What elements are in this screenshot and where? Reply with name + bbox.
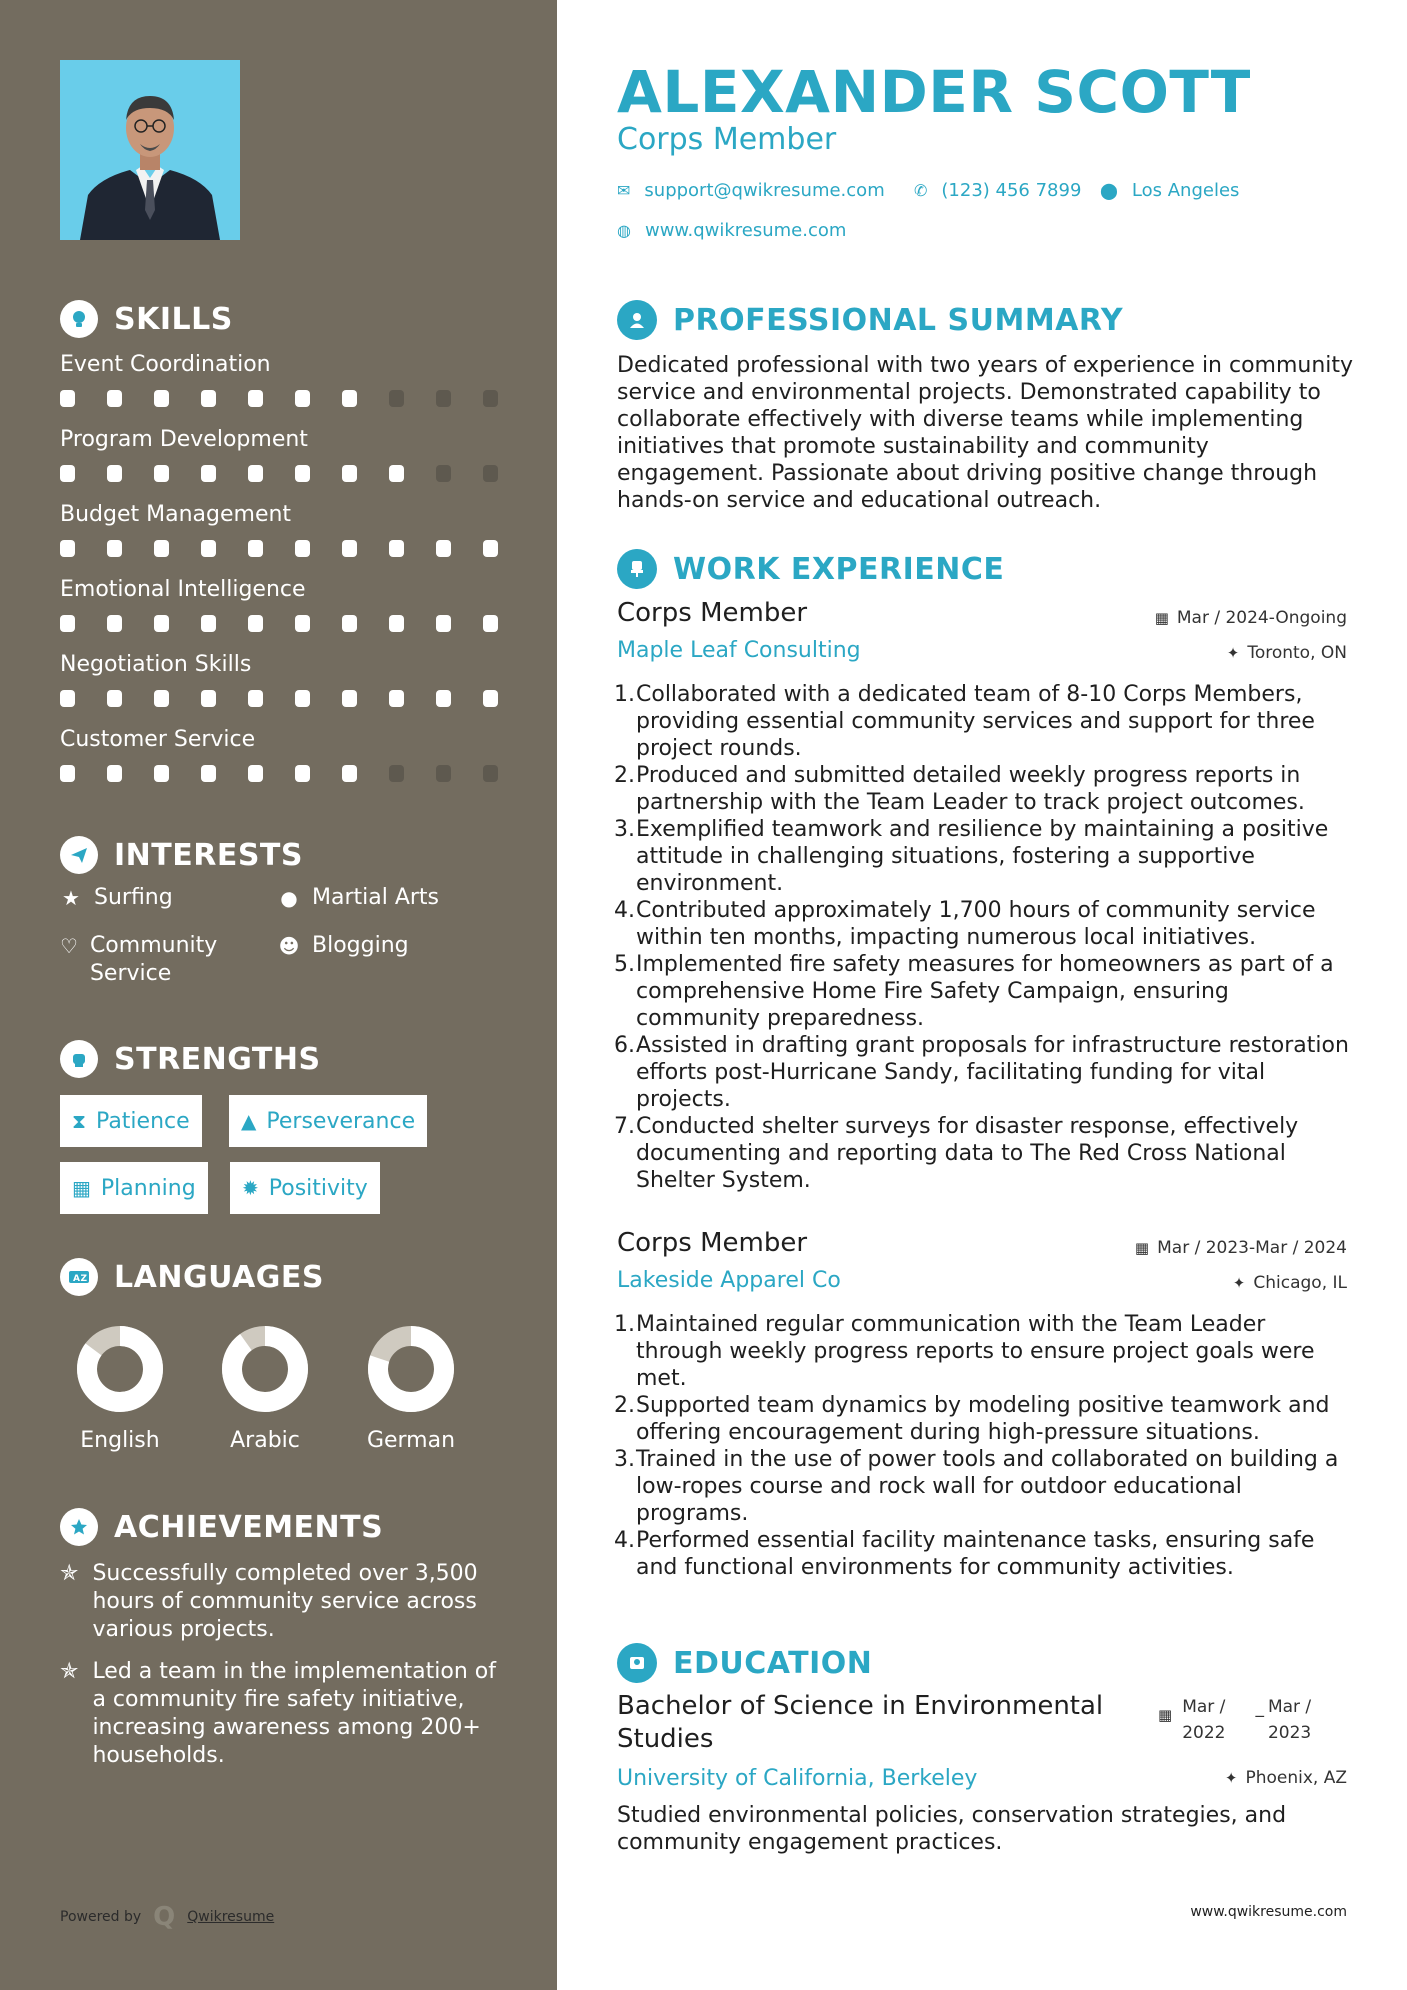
job-location-text: Chicago, IL: [1253, 1273, 1347, 1293]
bullet-text: Exemplified teamwork and resilience by maintaining a positive attitude in challenging situations, fostering a supportive environment.: [636, 817, 1329, 896]
skill-dot: [60, 465, 75, 482]
education-start-year: 2022: [1182, 1723, 1226, 1743]
globe-icon: ◍: [617, 221, 631, 240]
summary-heading: [617, 300, 1123, 340]
bullet-text: Trained in the use of power tools and collaborated on building a low-ropes course and rock wall for outdoor educational programs.: [636, 1447, 1339, 1526]
language-ring: [368, 1326, 454, 1412]
bullet-text: Supported team dynamics by modeling positive teamwork and offering encouragement during high-pressure situations.: [636, 1393, 1330, 1445]
job-dates: [1135, 1238, 1347, 1258]
job-bullet: [614, 1392, 1356, 1446]
skill-level-dots: [60, 390, 498, 407]
skills-heading: [60, 300, 233, 338]
skill-dot: [295, 540, 310, 557]
calendar-icon: ▦: [72, 1176, 91, 1200]
job-dates-text: Mar / 2023-Mar / 2024: [1157, 1238, 1347, 1258]
language-name: German: [366, 1428, 456, 1453]
job-location-text: Toronto, ON: [1247, 643, 1347, 663]
phone-text: (123) 456 7899: [941, 180, 1082, 201]
shooting-star-icon: ✯: [60, 1659, 79, 1684]
skill-dot: [154, 465, 169, 482]
skill-dot: [342, 465, 357, 482]
bullet-number: 3.: [614, 1447, 635, 1472]
bullet-text: Assisted in drafting grant proposals for infrastructure restoration efforts post-Hurricane Sandy, facilitating funding for vital projects.: [636, 1033, 1349, 1112]
svg-text:AZ: AZ: [73, 1274, 88, 1284]
skill-dot: [248, 765, 263, 782]
interest-label: Martial Arts: [312, 885, 440, 910]
lightbulb-icon: [60, 300, 98, 338]
skill-dot: [436, 465, 451, 482]
interest-item: [278, 884, 439, 912]
map-pin-icon: ⬤: [1100, 181, 1118, 200]
skill-dot: [295, 465, 310, 482]
skill-dot: [342, 615, 357, 632]
job-bullet: [614, 681, 1356, 762]
contact-email[interactable]: [617, 180, 885, 201]
powered-by: [60, 1902, 274, 1932]
strengths-title: STRENGTHS: [114, 1041, 321, 1077]
job-bullet: [614, 1527, 1356, 1581]
job-bullet: [614, 1032, 1356, 1113]
pushpin-icon: ✦: [1224, 1769, 1238, 1787]
job-bullet: [614, 816, 1356, 897]
skill-dot: [295, 390, 310, 407]
skill-dot: [248, 390, 263, 407]
skill-dot: [436, 765, 451, 782]
skill-dot: [248, 690, 263, 707]
contact-website[interactable]: [617, 220, 846, 241]
interest-label: Surfing: [94, 885, 173, 910]
job-bullet: [614, 951, 1356, 1032]
job-bullets: [614, 1311, 1356, 1581]
skill-dot: [483, 615, 498, 632]
skill-dot: [107, 465, 122, 482]
candidate-name: ALEXANDER SCOTT: [617, 58, 1251, 126]
bullet-number: 4.: [614, 1528, 635, 1553]
bullet-text: Conducted shelter surveys for disaster response, effectively documenting and reporting data to The Red Cross National Shelter System.: [636, 1114, 1299, 1193]
skill-name: Emotional Intelligence: [60, 577, 306, 602]
fist-icon: [60, 1040, 98, 1078]
education-degree: Bachelor of Science in Environmental Studies: [617, 1691, 1104, 1754]
skill-dot: [389, 615, 404, 632]
education-title: EDUCATION: [673, 1645, 873, 1681]
skill-dot: [201, 540, 216, 557]
skill-name: Negotiation Skills: [60, 652, 252, 677]
skill-dot: [201, 765, 216, 782]
qwikresume-logo-icon: Q: [153, 1902, 176, 1932]
job-location: [1233, 1273, 1347, 1293]
bullet-number: 4.: [614, 898, 635, 923]
bullet-text: Maintained regular communication with the Team Leader through weekly progress reports to ensure project goals were met.: [636, 1312, 1315, 1391]
contact-phone: [914, 180, 1081, 201]
skill-dot: [248, 465, 263, 482]
job-company: Maple Leaf Consulting: [617, 638, 861, 663]
group-icon: ☻: [278, 934, 300, 958]
language-name: Arabic: [230, 1428, 300, 1453]
skill-level-dots: [60, 540, 498, 557]
experience-heading: [617, 549, 1004, 589]
skill-level-dots: [60, 615, 498, 632]
achievement-item: [60, 1560, 500, 1644]
skill-level-dots: [60, 765, 498, 782]
job-bullet: [614, 1446, 1356, 1527]
languages-heading: [60, 1258, 324, 1296]
skill-dot: [389, 540, 404, 557]
skill-dot: [295, 765, 310, 782]
skill-dot: [436, 690, 451, 707]
calendar-icon: ▦: [1134, 1239, 1150, 1257]
skill-name: Customer Service: [60, 727, 256, 752]
summary-text: Dedicated professional with two years of experience in community service and environmental projects. Demonstrated capability to collaborate effectively with diverse teams while implementing initiatives that promote sustainability and community engagement. Passionate about driving positive change through hands-on service and educational outreach.: [617, 353, 1354, 513]
skill-dot: [107, 615, 122, 632]
climb-icon: ▲: [241, 1109, 257, 1133]
bullet-text: Produced and submitted detailed weekly progress reports in partnership with the Team Leader to track project outcomes.: [636, 763, 1305, 815]
skill-dot: [154, 615, 169, 632]
interest-item: [60, 932, 260, 988]
strength-label: Perseverance: [266, 1108, 416, 1134]
bullet-text: Implemented fire safety measures for homeowners as part of a comprehensive Home Fire Safety Campaign, ensuring community preparedness.: [636, 952, 1334, 1031]
achievement-item: [60, 1658, 500, 1770]
profile-photo-illustration: [60, 60, 240, 240]
chair-icon: [617, 549, 657, 589]
achievements-title: ACHIEVEMENTS: [114, 1509, 384, 1545]
skill-level-dots: [60, 690, 498, 707]
contact-location: [1100, 180, 1239, 201]
footer-website[interactable]: www.qwikresume.com: [1190, 1904, 1347, 1920]
calendar-icon: ▦: [1154, 609, 1169, 627]
skill-dot: [342, 540, 357, 557]
skill-dot: [107, 765, 122, 782]
translate-icon: [60, 1258, 98, 1296]
profile-photo: [60, 60, 240, 240]
education-start-month: Mar /: [1182, 1697, 1226, 1717]
bullet-number: 3.: [614, 817, 635, 842]
skill-dot: [248, 540, 263, 557]
website-text[interactable]: www.qwikresume.com: [644, 220, 847, 241]
skill-dot: [60, 540, 75, 557]
skill-dot: [436, 540, 451, 557]
job-bullet: [614, 1113, 1356, 1194]
location-text: Los Angeles: [1131, 180, 1240, 201]
bullet-number: 1.: [614, 682, 635, 707]
skill-dot: [389, 690, 404, 707]
skill-dot: [436, 615, 451, 632]
skill-dot: [60, 690, 75, 707]
job-dates: [1155, 608, 1347, 628]
skill-dot: [201, 615, 216, 632]
skill-dot: [483, 690, 498, 707]
email-text[interactable]: support@qwikresume.com: [644, 180, 885, 201]
job-title: Corps Member: [617, 1228, 808, 1258]
skill-dot: [483, 465, 498, 482]
strength-badge: [229, 1095, 427, 1147]
paper-plane-icon: [60, 836, 98, 874]
skill-dot: [295, 615, 310, 632]
skill-dot: [154, 690, 169, 707]
candidate-role: Corps Member: [617, 122, 837, 157]
education-end: [1268, 1694, 1311, 1746]
education-start: [1182, 1694, 1225, 1746]
language-ring: [222, 1326, 308, 1412]
language-ring: [77, 1326, 163, 1412]
education-dates: [1158, 1694, 1311, 1746]
calendar-icon: ▦: [1158, 1706, 1173, 1724]
education-location-text: Phoenix, AZ: [1245, 1768, 1347, 1788]
heart-icon: ♡: [60, 934, 78, 958]
experience-title: WORK EXPERIENCE: [673, 551, 1005, 587]
achievement-text: Led a team in the implementation of a community fire safety initiative, increasing awareness among 200+ households.: [92, 1659, 496, 1768]
bullet-text: Performed essential facility maintenance tasks, ensuring safe and functional environments for community activities.: [636, 1528, 1315, 1580]
strength-badge: [230, 1162, 380, 1214]
skill-name: Event Coordination: [60, 352, 271, 377]
bullet-number: 7.: [614, 1114, 635, 1139]
skill-dot: [248, 615, 263, 632]
education-school: University of California, Berkeley: [617, 1766, 978, 1791]
skill-dot: [201, 465, 216, 482]
job-bullets: [614, 681, 1356, 1194]
strengths-heading: [60, 1040, 321, 1078]
interest-item: [278, 932, 409, 960]
skill-dot: [342, 390, 357, 407]
skill-dot: [60, 765, 75, 782]
skill-dot: [295, 690, 310, 707]
job-company: Lakeside Apparel Co: [617, 1268, 841, 1293]
skills-title: SKILLS: [114, 301, 233, 337]
achievements-heading: [60, 1508, 383, 1546]
powered-by-label: Powered by: [60, 1909, 142, 1925]
sun-icon: ✹: [242, 1176, 259, 1200]
skill-dot: [483, 540, 498, 557]
skill-level-dots: [60, 465, 498, 482]
job-location: [1227, 643, 1347, 663]
education-heading: [617, 1643, 872, 1683]
skill-dot: [342, 690, 357, 707]
job-bullet: [614, 897, 1356, 951]
skill-dot: [389, 390, 404, 407]
education-description: Studied environmental policies, conservation strategies, and community engagement practices.: [617, 1803, 1287, 1855]
user-icon: [617, 300, 657, 340]
skill-dot: [201, 690, 216, 707]
skill-dot: [483, 390, 498, 407]
bullet-number: 1.: [614, 1312, 635, 1337]
envelope-icon: ✉: [617, 181, 631, 200]
skill-dot: [60, 615, 75, 632]
interest-item: [60, 884, 173, 912]
skill-dot: [342, 765, 357, 782]
skill-dot: [436, 390, 451, 407]
bullet-text: Collaborated with a dedicated team of 8-10 Corps Members, providing essential community services and support for three project rounds.: [636, 682, 1315, 761]
trophy-star-icon: [60, 1508, 98, 1546]
skill-dot: [389, 765, 404, 782]
skill-dot: [201, 390, 216, 407]
hourglass-icon: ⧗: [72, 1109, 87, 1133]
education-end-year: 2023: [1267, 1723, 1312, 1743]
bullet-number: 2.: [614, 1393, 635, 1418]
strength-label: Positivity: [268, 1175, 368, 1201]
pushpin-icon: ✦: [1226, 644, 1240, 662]
interest-label: Community Service: [89, 933, 218, 986]
strength-label: Patience: [96, 1108, 190, 1134]
interests-heading: [60, 836, 303, 874]
skill-dot: [154, 765, 169, 782]
job-bullet: [614, 762, 1356, 816]
sidebar: [0, 0, 557, 1990]
qwikresume-link[interactable]: Qwikresume: [187, 1909, 275, 1925]
job-title: Corps Member: [617, 598, 808, 628]
pushpin-icon: ✦: [1232, 1274, 1246, 1292]
strength-badge: [60, 1095, 202, 1147]
star-icon: ★: [62, 886, 80, 910]
skill-name: Budget Management: [60, 502, 292, 527]
languages-title: LANGUAGES: [114, 1259, 324, 1295]
skill-dot: [154, 390, 169, 407]
date-separator: _: [1255, 1698, 1264, 1718]
job-dates-text: Mar / 2024-Ongoing: [1176, 608, 1347, 628]
skill-name: Program Development: [60, 427, 308, 452]
skill-dot: [60, 390, 75, 407]
education-location: [1225, 1768, 1347, 1788]
skill-dot: [107, 540, 122, 557]
education-end-month: Mar /: [1267, 1697, 1312, 1717]
graduation-icon: [617, 1643, 657, 1683]
skill-dot: [389, 465, 404, 482]
interest-label: Blogging: [312, 933, 409, 958]
skill-dot: [107, 390, 122, 407]
shooting-star-icon: ✯: [60, 1561, 79, 1586]
language-name: English: [80, 1428, 160, 1453]
phone-icon: ✆: [914, 181, 928, 200]
bullet-number: 2.: [614, 763, 635, 788]
strength-badge: [60, 1162, 208, 1214]
globe-icon: ●: [280, 886, 298, 910]
strength-label: Planning: [100, 1175, 196, 1201]
skill-dot: [154, 540, 169, 557]
interests-title: INTERESTS: [114, 837, 303, 873]
skill-dot: [107, 690, 122, 707]
bullet-number: 6.: [614, 1033, 635, 1058]
summary-title: PROFESSIONAL SUMMARY: [673, 302, 1124, 338]
skill-dot: [483, 765, 498, 782]
bullet-text: Contributed approximately 1,700 hours of community service within ten months, impacting numerous local initiatives.: [636, 898, 1316, 950]
language-ring-fill: [232, 1336, 298, 1402]
job-bullet: [614, 1311, 1356, 1392]
achievement-text: Successfully completed over 3,500 hours of community service across various projects.: [92, 1561, 478, 1642]
bullet-number: 5.: [614, 952, 635, 977]
